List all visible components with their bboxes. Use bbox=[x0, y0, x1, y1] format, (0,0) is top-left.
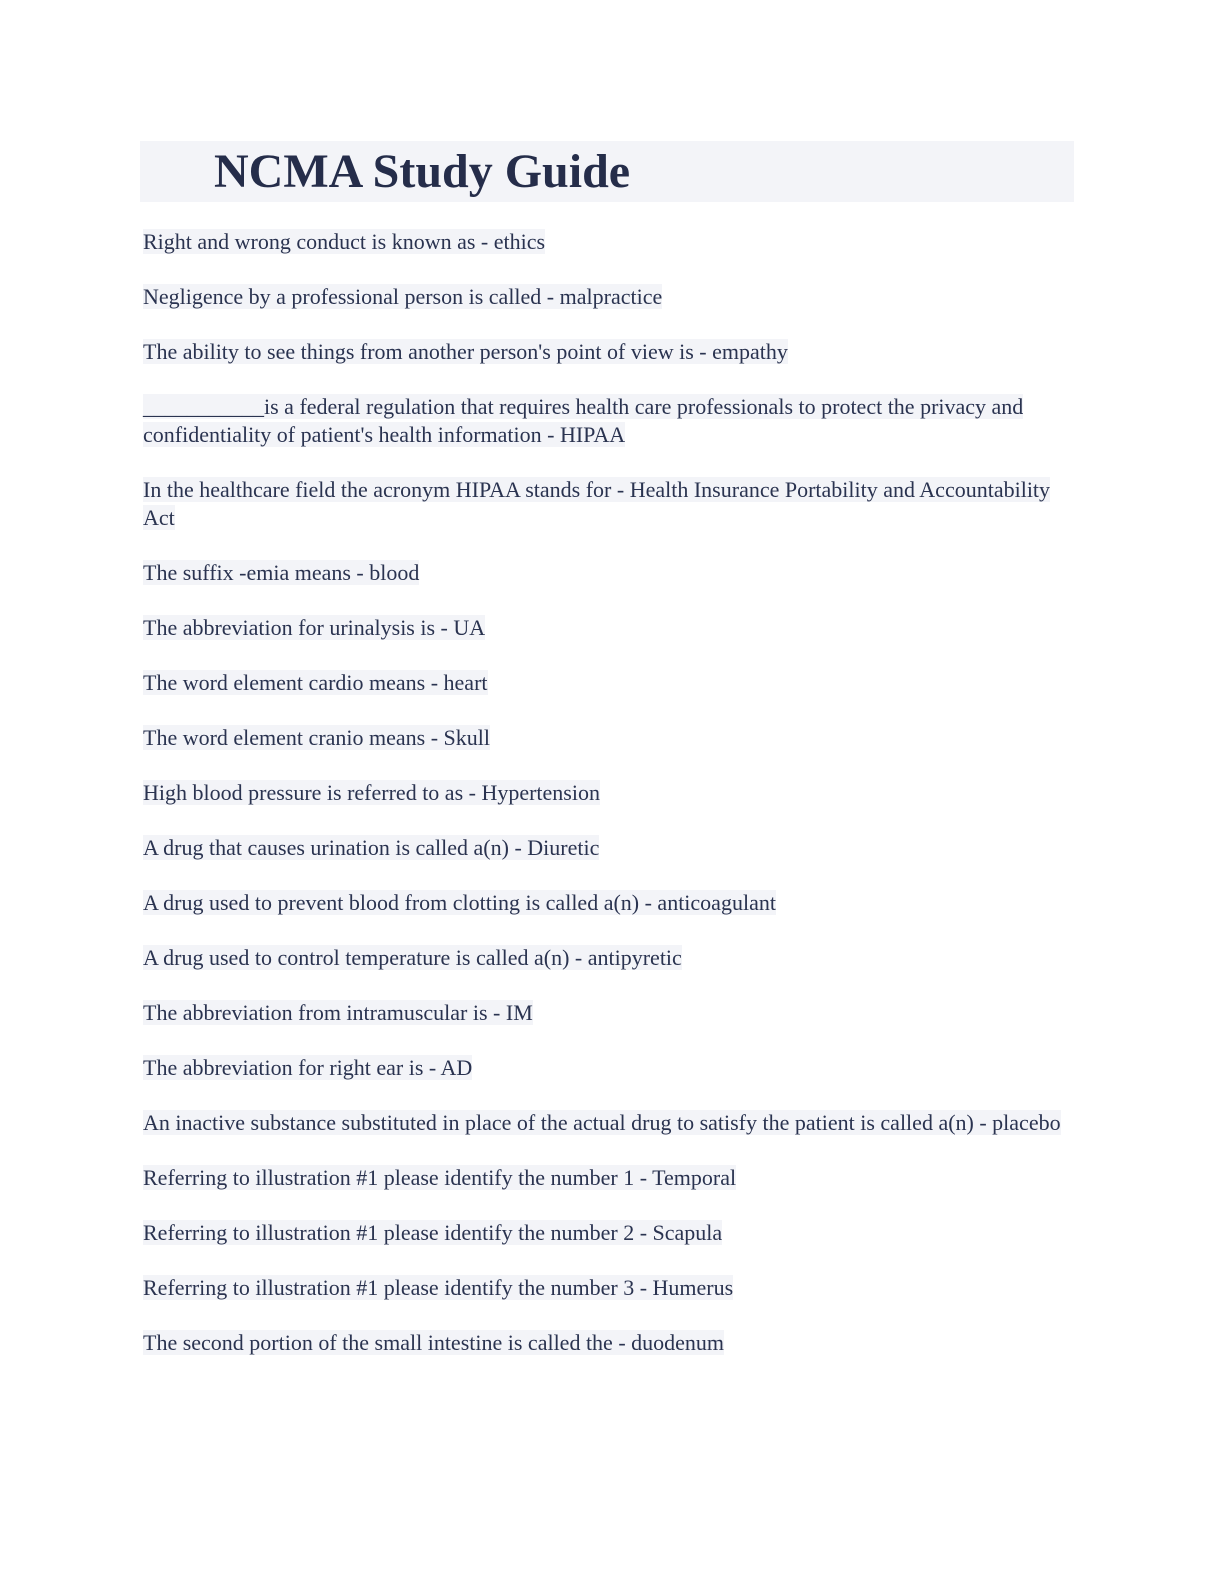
list-item bbox=[143, 724, 1063, 752]
question-text: In the healthcare field the acronym HIPAA stands for - Health Insurance Portability and Accountability Act bbox=[143, 477, 1051, 530]
list-item bbox=[143, 669, 1063, 697]
question-text: The abbreviation from intramuscular is - IM bbox=[143, 1000, 533, 1025]
list-item bbox=[143, 1329, 1063, 1357]
page-title: NCMA Study Guide bbox=[214, 145, 631, 198]
question-text: The word element cardio means - heart bbox=[143, 670, 488, 695]
list-item bbox=[143, 779, 1063, 807]
title-band bbox=[140, 141, 1074, 202]
question-text: Referring to illustration #1 please identify the number 3 - Humerus bbox=[143, 1275, 734, 1300]
question-text: An inactive substance substituted in place of the actual drug to satisfy the patient is called a(n) - placebo bbox=[143, 1110, 1061, 1135]
list-item bbox=[143, 1274, 1063, 1302]
question-text: A drug that causes urination is called a(n) - Diuretic bbox=[143, 835, 600, 860]
list-item bbox=[143, 476, 1063, 532]
question-text: Right and wrong conduct is known as - ethics bbox=[143, 229, 546, 254]
list-item bbox=[143, 228, 1063, 256]
list-item bbox=[143, 1109, 1063, 1137]
list-item bbox=[143, 393, 1063, 449]
list-item bbox=[143, 283, 1063, 311]
question-text: The ability to see things from another person's point of view is - empathy bbox=[143, 339, 788, 364]
question-text: Referring to illustration #1 please identify the number 1 - Temporal bbox=[143, 1165, 737, 1190]
list-item bbox=[143, 1054, 1063, 1082]
list-item bbox=[143, 1164, 1063, 1192]
question-text: Referring to illustration #1 please identify the number 2 - Scapula bbox=[143, 1220, 723, 1245]
question-text: The suffix -emia means - blood bbox=[143, 560, 420, 585]
study-question-list bbox=[143, 228, 1063, 1384]
list-item bbox=[143, 834, 1063, 862]
question-text: ___________is a federal regulation that requires health care professionals to protect the privacy and confidentiality of patient's health information - HIPAA bbox=[143, 394, 1024, 447]
list-item bbox=[143, 614, 1063, 642]
list-item bbox=[143, 559, 1063, 587]
question-text: The abbreviation for right ear is - AD bbox=[143, 1055, 473, 1080]
list-item bbox=[143, 999, 1063, 1027]
question-text: The word element cranio means - Skull bbox=[143, 725, 491, 750]
list-item bbox=[143, 889, 1063, 917]
question-text: A drug used to control temperature is called a(n) - antipyretic bbox=[143, 945, 682, 970]
question-text: The abbreviation for urinalysis is - UA bbox=[143, 615, 486, 640]
question-text: Negligence by a professional person is called - malpractice bbox=[143, 284, 663, 309]
list-item bbox=[143, 1219, 1063, 1247]
question-text: A drug used to prevent blood from clotting is called a(n) - anticoagulant bbox=[143, 890, 776, 915]
question-text: High blood pressure is referred to as - Hypertension bbox=[143, 780, 600, 805]
question-text: The second portion of the small intestine is called the - duodenum bbox=[143, 1330, 725, 1355]
list-item bbox=[143, 944, 1063, 972]
list-item bbox=[143, 338, 1063, 366]
